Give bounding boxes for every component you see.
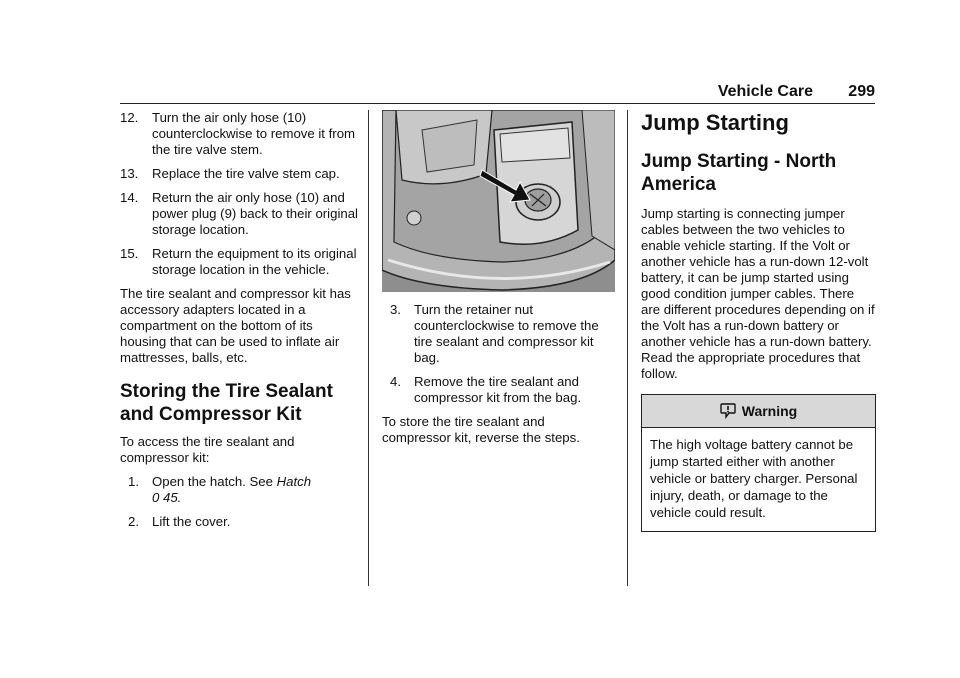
section-title: Vehicle Care	[717, 83, 813, 100]
warning-icon	[720, 403, 736, 419]
page-number: 299	[848, 83, 875, 100]
column-divider-1	[368, 110, 369, 586]
jump-starting-paragraph: Jump starting is connecting jumper cables between the two vehicles to enable vehicle starting. If the Volt or another vehicle has a run-down 12-volt battery, it can be jump started using good condition jumper cables. There are different procedures depending on if the Volt has a run-down battery or another vehicle has a run-down battery. Read the appropriate procedures that follow.	[641, 206, 875, 381]
step-12: 12. Turn the air only hose (10) counterclockwise to remove it from the tire valve stem.	[120, 110, 356, 157]
jump-starting-title: Jump Starting	[641, 110, 789, 135]
section-heading-storing: Storing the Tire Sealant and Compressor Kit	[120, 381, 333, 425]
step-1: 1. Open the hatch. See Hatch 0 45.	[128, 474, 312, 505]
cargo-well-drawing	[382, 110, 615, 292]
store-paragraph: To store the tire sealant and compressor kit, reverse the steps.	[382, 414, 580, 445]
page-ref: 0 45.	[152, 490, 182, 505]
column-divider-2	[627, 110, 628, 586]
column-3	[641, 110, 876, 532]
column-1	[120, 110, 358, 538]
warning-box	[641, 394, 876, 532]
jump-starting-subtitle: Jump Starting - North America	[641, 151, 837, 195]
access-intro: To access the tire sealant and compressor kit:	[120, 434, 295, 465]
step-2: 2. Lift the cover.	[128, 514, 231, 529]
page-header	[120, 83, 875, 104]
step-4: 4. Remove the tire sealant and compressor kit from the bag.	[390, 374, 582, 405]
warning-header	[642, 395, 875, 428]
warning-text: The high voltage battery cannot be jump started either with another vehicle or battery charger. Personal injury, death, or damage to the vehicle could result.	[650, 437, 858, 520]
step-15: 15. Return the equipment to its original storage location in the vehicle.	[120, 246, 357, 277]
step-14: 14. Return the air only hose (10) and power plug (9) back to their original storage location.	[120, 190, 358, 237]
step-3: 3. Turn the retainer nut counterclockwise to remove the tire sealant and compressor kit bag.	[390, 302, 599, 365]
adapters-paragraph: The tire sealant and compressor kit has accessory adapters located in a compartment on the bottom of its housing that can be used to inflate air mattresses, balls, etc.	[120, 286, 351, 365]
retainer-nut-illustration	[382, 110, 615, 292]
hatch-link[interactable]: Hatch	[276, 474, 312, 489]
column-2	[382, 110, 617, 454]
step-13: 13. Replace the tire valve stem cap.	[120, 166, 340, 181]
warning-label: Warning	[741, 403, 798, 419]
